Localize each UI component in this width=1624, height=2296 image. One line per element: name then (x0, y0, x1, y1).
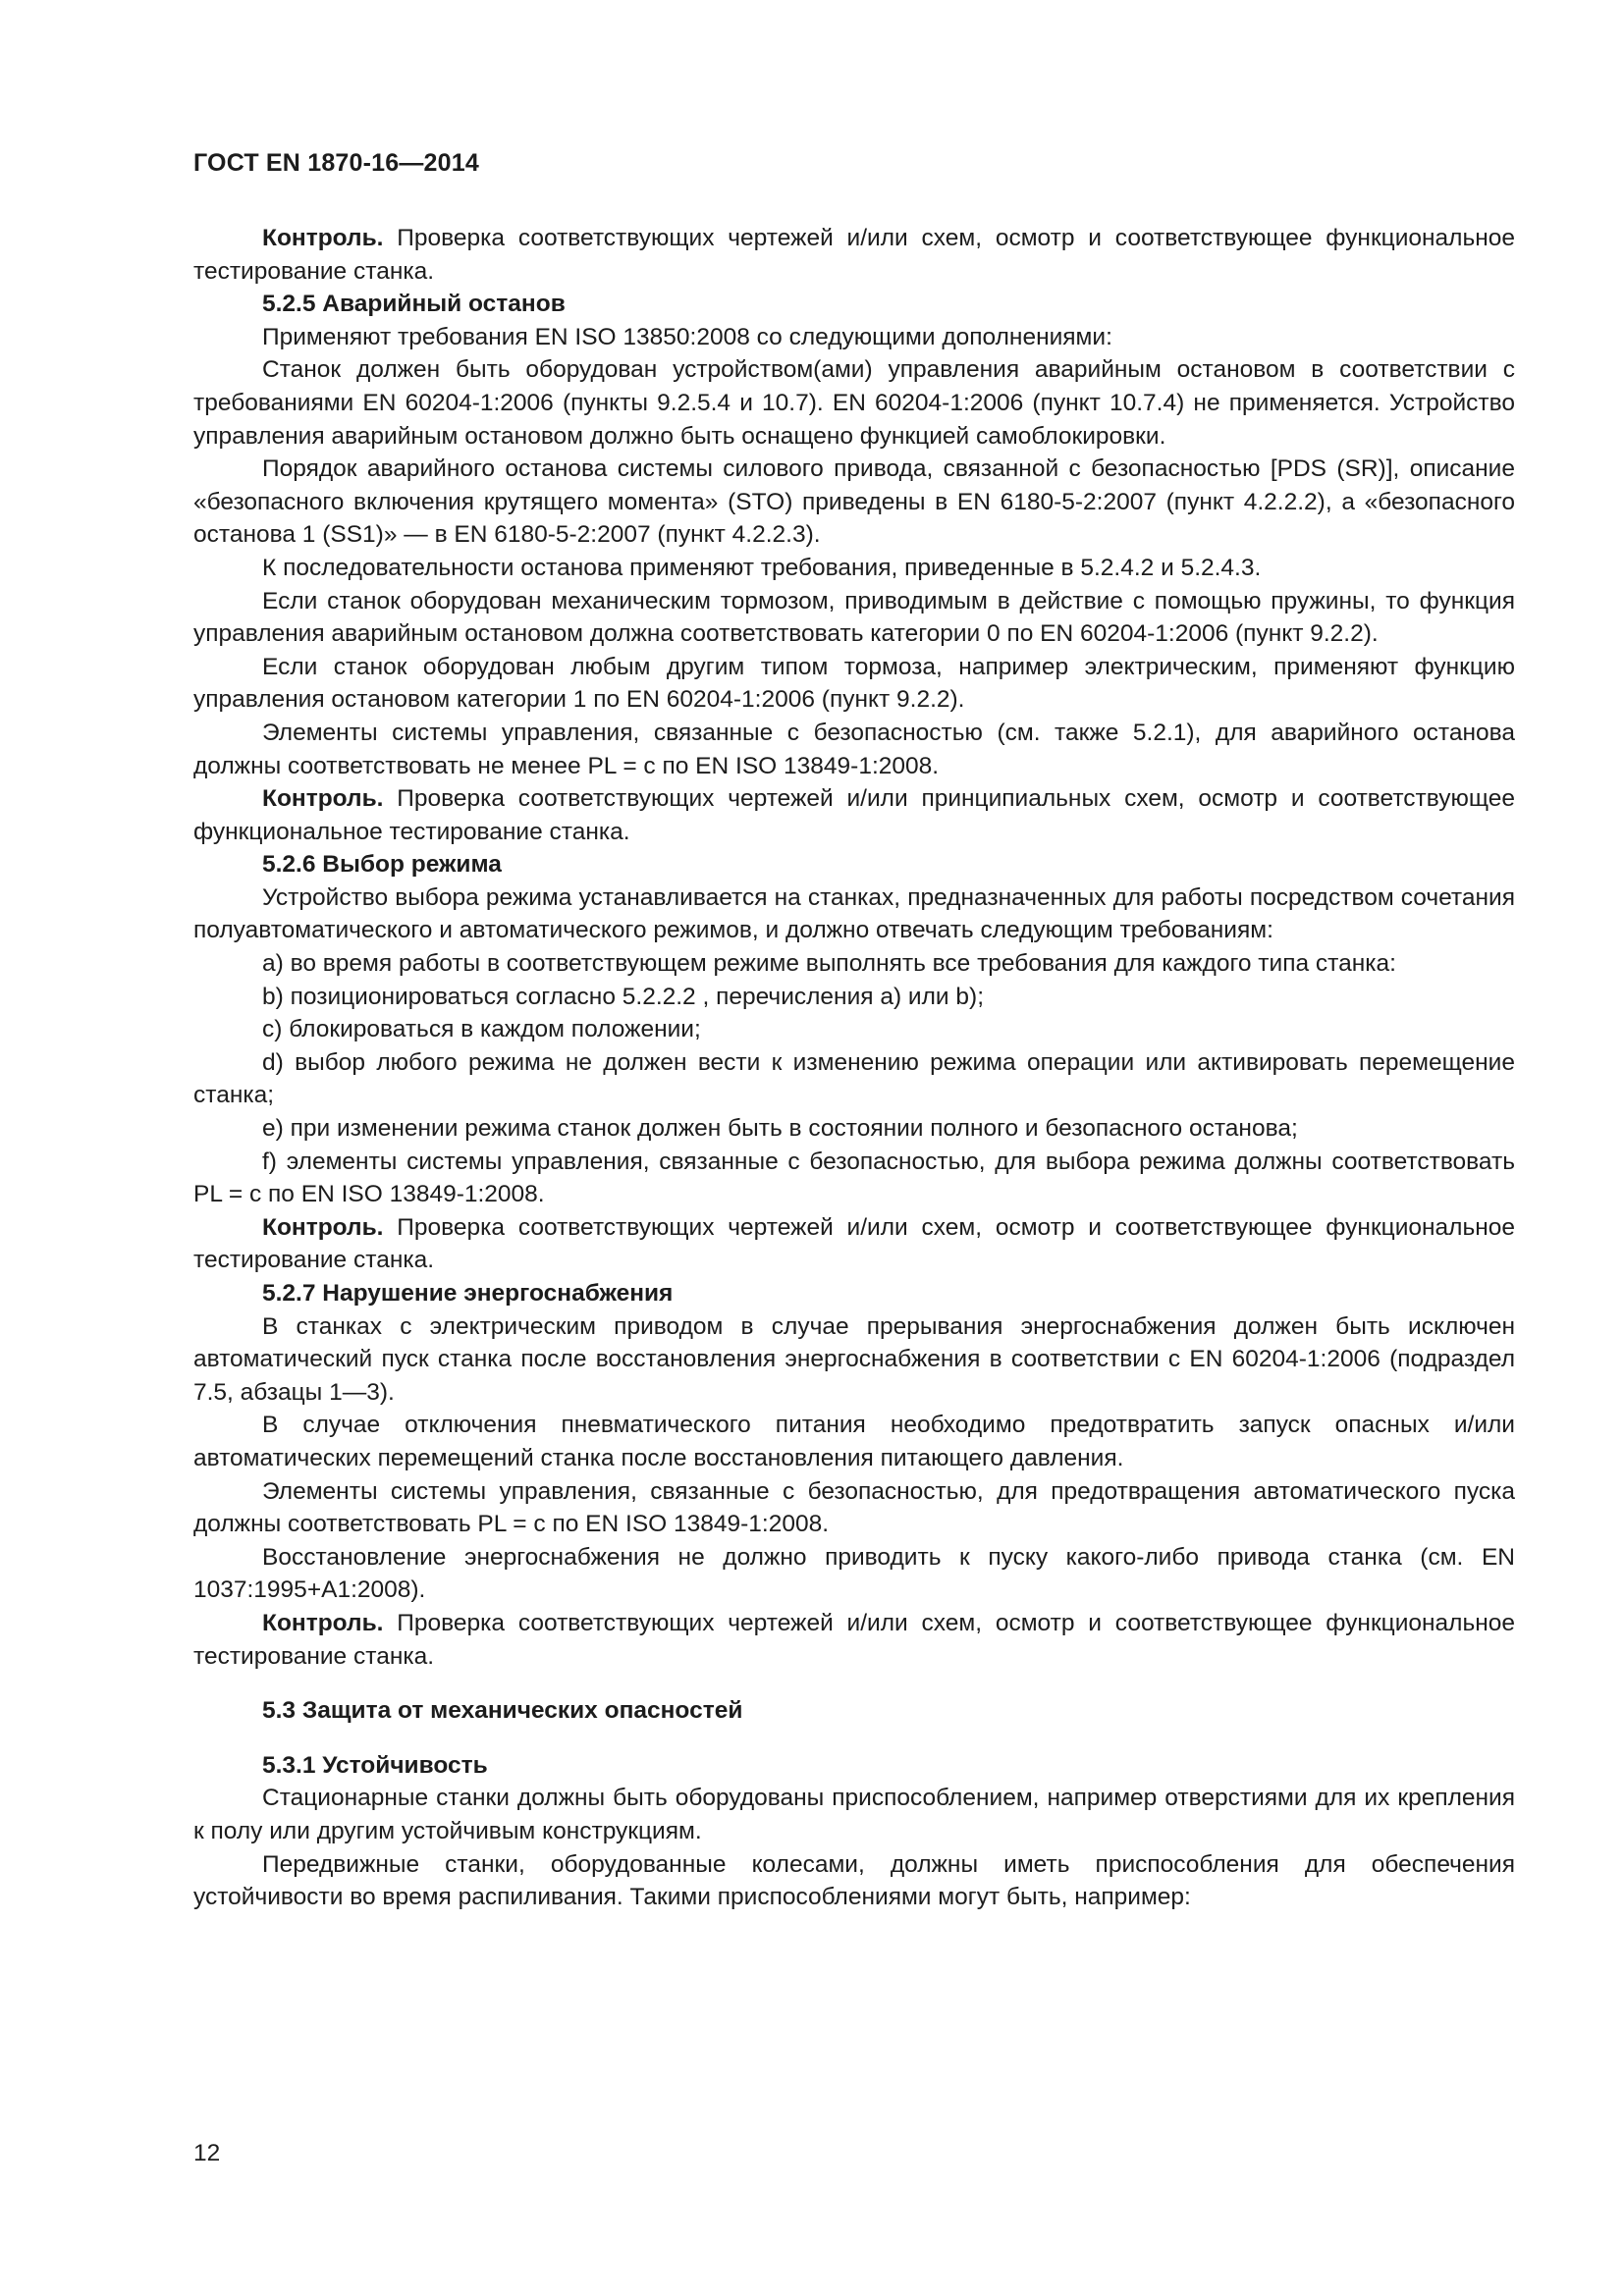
paragraph (193, 881, 1515, 947)
paragraph-text: Стационарные станки должны быть оборудованы приспособлением, например отверстиями для их крепления к полу или другим устойчивым конструкциям. (193, 1785, 1515, 1844)
paragraph (193, 321, 1515, 354)
paragraph-text: Станок должен быть оборудован устройством(ами) управления аварийным остановом в соответствии с требованиями EN 60204-1:2006 (пункты 9.2.5.4 и 10.7). EN 60204-1:2006 (пункт 10.7.4) не применяется. Устройство управления аварийным остановом должно быть оснащено функцией самоблокировки. (193, 356, 1515, 450)
paragraph-text: d) выбор любого режима не должен вести к изменению режима операции или активировать перемещение станка; (193, 1048, 1515, 1109)
control-label: Контроль. (262, 785, 384, 813)
paragraph-text: f) элементы системы управления, связанные с безопасностью, для выбора режима должны соответствовать PL = c по EN ISO 13849-1:2008. (193, 1148, 1515, 1208)
paragraph-text: Элементы системы управления, связанные с безопасностью (см. также 5.2.1), для аварийного останова должны соответствовать не менее PL = c по EN ISO 13849-1:2008. (193, 719, 1515, 779)
paragraph-text: e) при изменении режима станок должен быть в состоянии полного и безопасного останова; (262, 1115, 1298, 1143)
paragraph (193, 1782, 1515, 1847)
page-number: 12 (193, 2140, 221, 2166)
section-heading: 5.2.5 Аварийный останов (262, 291, 566, 318)
paragraph (193, 1475, 1515, 1541)
section-heading: 5.2.6 Выбор режима (262, 851, 502, 879)
paragraph (193, 585, 1515, 651)
document-body (193, 222, 1515, 1914)
paragraph-text: Устройство выбора режима устанавливается на станках, предназначенных для работы посредством сочетания полуавтоматического и автоматического режимов, и должно отвечать следующим требованиям: (193, 883, 1515, 944)
paragraph-text: Проверка соответствующих чертежей и/или схем, осмотр и соответствующее функциональное тестирование станка. (193, 1609, 1515, 1670)
paragraph (193, 651, 1515, 717)
section-heading: 5.3.1 Устойчивость (262, 1751, 488, 1779)
paragraph-text: Если станок оборудован механическим тормозом, приводимым в действие с помощью пружины, то функция управления аварийным остановом должна соответствовать категории 0 по EN 60204-1:2006 (пункт 9.2.2). (193, 587, 1515, 648)
paragraph (193, 1046, 1515, 1112)
paragraph (193, 353, 1515, 453)
paragraph (193, 717, 1515, 782)
paragraph (193, 1310, 1515, 1410)
paragraph-text: Если станок оборудован любым другим типом тормоза, например электрическим, применяют функцию управления остановом категории 1 по EN 60204-1:2006 (пункт 9.2.2). (193, 653, 1515, 714)
paragraph-text: Проверка соответствующих чертежей и/или схем, осмотр и соответствующее функциональное тестирование станка. (193, 1213, 1515, 1274)
paragraph-text: Применяют требования EN ISO 13850:2008 со следующими дополнениями: (262, 323, 1112, 350)
paragraph-text: c) блокироваться в каждом положении; (262, 1016, 701, 1043)
paragraph (193, 1541, 1515, 1607)
paragraph-text: Проверка соответствующих чертежей и/или схем, осмотр и соответствующее функциональное тестирование станка. (193, 225, 1515, 285)
paragraph (193, 1013, 1515, 1046)
paragraph-text: a) во время работы в соответствующем режиме выполнять все требования для каждого типа станка: (262, 950, 1396, 978)
paragraph-text: Восстановление энергоснабжения не должно приводить к пуску какого-либо привода станка (см. EN 1037:1995+A1:2008). (193, 1543, 1515, 1604)
control-label: Контроль. (262, 1609, 384, 1636)
paragraph-text: Передвижные станки, оборудованные колесами, должны иметь приспособления для обеспечения устойчивости во время распиливания. Такими приспособлениями могут быть, например: (193, 1850, 1515, 1911)
control-paragraph (193, 222, 1515, 288)
paragraph (193, 453, 1515, 552)
control-label: Контроль. (262, 225, 384, 251)
paragraph (193, 1409, 1515, 1474)
paragraph (193, 552, 1515, 585)
paragraph (193, 947, 1515, 981)
paragraph-text: Проверка соответствующих чертежей и/или принципиальных схем, осмотр и соответствующее функциональное тестирование станка. (193, 785, 1515, 845)
paragraph (193, 1848, 1515, 1914)
paragraph (193, 1112, 1515, 1146)
paragraph-text: В станках с электрическим приводом в случае прерывания энергоснабжения должен быть исключен автоматический пуск станка после восстановления энергоснабжения в соответствии с EN 60204-1:2006 (подраздел 7.5, абзацы 1—3). (193, 1312, 1515, 1406)
paragraph-text: В случае отключения пневматического питания необходимо предотвратить запуск опасных и/или автоматических перемещений станка после восстановления питающего давления. (193, 1412, 1515, 1471)
control-paragraph (193, 1607, 1515, 1673)
paragraph-text: К последовательности останова применяют требования, приведенные в 5.2.4.2 и 5.2.4.3. (262, 554, 1262, 581)
document-header: ГОСТ EN 1870-16—2014 (193, 149, 479, 177)
section-heading: 5.2.7 Нарушение энергоснабжения (262, 1280, 674, 1307)
paragraph (193, 1146, 1515, 1211)
section-heading: 5.3 Защита от механических опасностей (262, 1697, 743, 1725)
paragraph-text: Порядок аварийного останова системы силового привода, связанной с безопасностью [PDS (SR)], описание «безопасного включения крутящего момента» (STO) приведены в EN 6180-5-2:2007 (пункт 4.2.2.2), а «безопасного останова 1 (SS1)» — в EN 6180-5-2:2007 (пункт 4.2.2.3). (193, 455, 1515, 549)
control-paragraph (193, 1211, 1515, 1277)
control-label: Контроль. (262, 1213, 384, 1241)
paragraph-text: b) позиционироваться согласно 5.2.2.2 , перечисления a) или b); (262, 983, 984, 1010)
paragraph-text: Элементы системы управления, связанные с безопасностью, для предотвращения автоматического пуска должны соответствовать PL = c по EN ISO 13849-1:2008. (193, 1477, 1515, 1538)
paragraph (193, 981, 1515, 1014)
control-paragraph (193, 782, 1515, 848)
